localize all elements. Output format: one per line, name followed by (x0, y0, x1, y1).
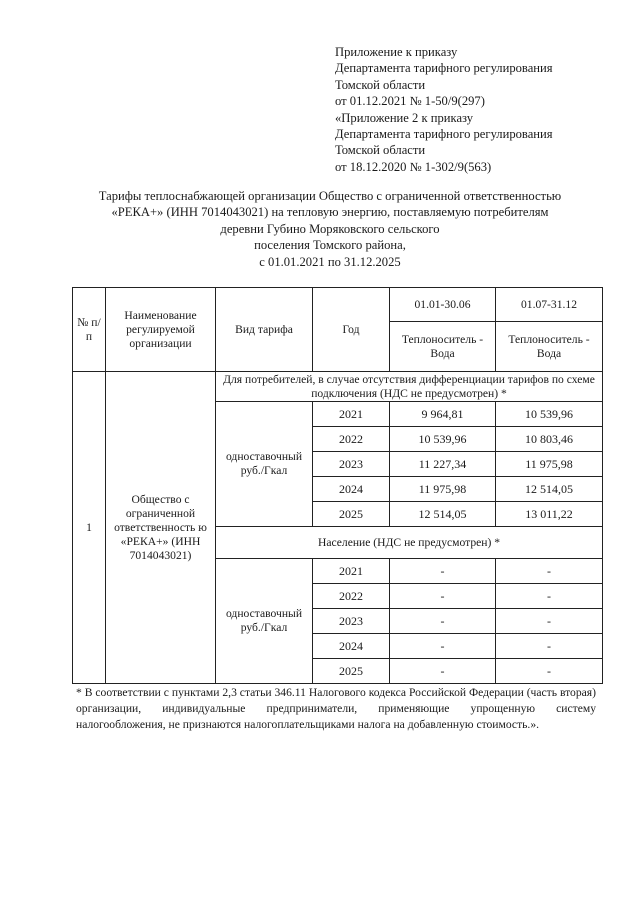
header-tariff-type: Вид тарифа (216, 288, 313, 372)
row-number: 1 (73, 372, 106, 684)
value-cell: - (496, 584, 603, 609)
value-cell: 9 964,81 (390, 402, 496, 427)
value-cell: 10 539,96 (496, 402, 603, 427)
value-cell: 10 803,46 (496, 427, 603, 452)
group-title-row (73, 372, 603, 402)
year-cell: 2022 (313, 427, 390, 452)
appendix-line: Томской области (335, 143, 426, 158)
value-cell: - (496, 559, 603, 584)
appendix-line: Томской области (335, 77, 426, 92)
group-title: Население (НДС не предусмотрен) * (216, 527, 603, 559)
tariff-type: одноставочный руб./Гкал (216, 402, 313, 527)
appendix-line: Приложение к приказу (335, 45, 458, 59)
year-cell: 2025 (313, 502, 390, 527)
value-cell: - (390, 609, 496, 634)
value-cell: - (390, 584, 496, 609)
header-carrier-2: Теплоноситель - Вода (496, 322, 603, 372)
value-cell: 12 514,05 (390, 502, 496, 527)
appendix-line: Департамента тарифного регулирования (335, 127, 553, 142)
group-title: Для потребителей, в случае отсутствия дифференциации тарифов по схеме подключения (НДС не предусмотрен) * (216, 372, 603, 402)
year-cell: 2021 (313, 402, 390, 427)
header-num: № п/п (73, 288, 106, 372)
value-cell: 11 227,34 (390, 452, 496, 477)
year-cell: 2023 (313, 609, 390, 634)
title-line: поселения Томского района, (254, 238, 406, 253)
appendix-line: от 01.12.2021 № 1-50/9(297) (335, 94, 485, 109)
tariff-type: одноставочный руб./Гкал (216, 559, 313, 684)
year-cell: 2025 (313, 659, 390, 684)
appendix-line: «Приложение 2 к приказу (335, 110, 474, 125)
value-cell: - (496, 659, 603, 684)
header-year: Год (313, 288, 390, 372)
value-cell: - (390, 559, 496, 584)
year-cell: 2024 (313, 634, 390, 659)
year-cell: 2021 (313, 559, 390, 584)
header-period-2: 01.07-31.12 (496, 288, 603, 322)
value-cell: 12 514,05 (496, 477, 603, 502)
table-header-row (73, 288, 603, 322)
document-title (40, 188, 620, 270)
value-cell: 11 975,98 (390, 477, 496, 502)
organization-name: Общество с ограниченной ответственность ю «РЕКА+» (ИНН 7014043021) (106, 372, 216, 684)
title-line: с 01.01.2021 по 31.12.2025 (259, 254, 401, 269)
header-period-1: 01.01-30.06 (390, 288, 496, 322)
appendix-line: Департамента тарифного регулирования (335, 61, 553, 76)
header-carrier-1: Теплоноситель - Вода (390, 322, 496, 372)
header-organization: Наименование регулируемой организации (106, 288, 216, 372)
title-line: «РЕКА+» (ИНН 7014043021) на тепловую энергию, поставляемую потребителям (111, 205, 549, 220)
footnote: * В соответствии с пунктами 2,3 статьи 346.11 Налогового кодекса Российской Федерации (часть вторая) организации, индивидуальные предприниматели, применяющие упрощенную систему налогообложения, не признаются налогоплательщиками налога на добавленную стоимость.». (76, 686, 596, 732)
title-line: деревни Губино Моряковского сельского (220, 221, 440, 236)
year-cell: 2023 (313, 452, 390, 477)
value-cell: 11 975,98 (496, 452, 603, 477)
value-cell: 13 011,22 (496, 502, 603, 527)
title-line: Тарифы теплоснабжающей организации Общество с ограниченной ответственностью (98, 189, 562, 203)
appendix-line: от 18.12.2020 № 1-302/9(563) (335, 159, 492, 174)
appendix-header (335, 44, 635, 175)
value-cell: 10 539,96 (390, 427, 496, 452)
year-cell: 2024 (313, 477, 390, 502)
year-cell: 2022 (313, 584, 390, 609)
value-cell: - (496, 609, 603, 634)
value-cell: - (390, 634, 496, 659)
value-cell: - (390, 659, 496, 684)
tariff-table (72, 287, 603, 684)
value-cell: - (496, 634, 603, 659)
